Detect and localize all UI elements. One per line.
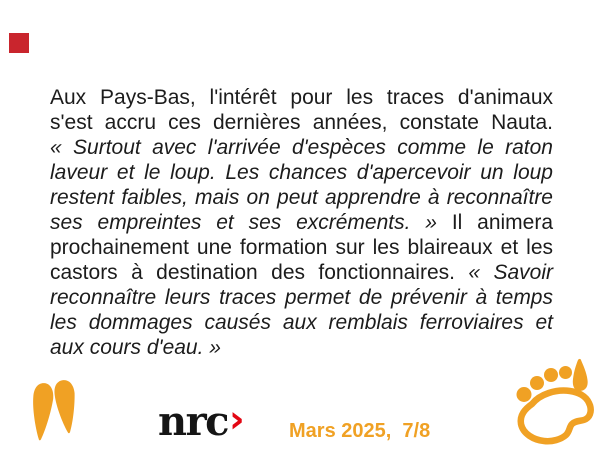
paw-toe-4 [517,387,532,402]
article-segment-italic: « Surtout avec l'arrivée d'espèces comme le raton laveur et le loup. Les chances d'apercevoir un loup restent faibles, mais on peut apprendre à reconnaître ses empreintes et ses excréments. » [50,136,553,234]
paw-toe-2 [544,368,558,382]
paw-toe-1 [559,366,572,379]
badger-paw-print-icon [512,358,597,448]
paw-claw-toe [573,359,588,391]
deer-hoof-print-icon [28,377,82,445]
nrc-logo-text: nrc [158,398,229,445]
paw-toe-3 [530,376,544,390]
article-segment-italic: « Savoir reconnaître leurs traces permet de prévenir à temps les dommages causés aux remblais ferroviaires et aux cours d'eau. » [50,261,553,359]
paw-palm-pad [521,391,591,442]
article-paragraph [50,85,553,360]
article-segment-roman: Il animera prochainement une formation sur les blaireaux et les castors à destination des fonctionnaires. [50,211,554,284]
issue-date-label: Mars 2025, 7/8 [289,420,431,442]
article-segment-roman: Aux Pays-Bas, l'intérêt pour les traces d'animaux s'est accru ces dernières années, constate Nauta. [50,86,553,134]
nrc-logo [158,397,245,445]
red-square-decoration [9,33,29,53]
nrc-logo-chevron-icon: › [229,397,245,441]
